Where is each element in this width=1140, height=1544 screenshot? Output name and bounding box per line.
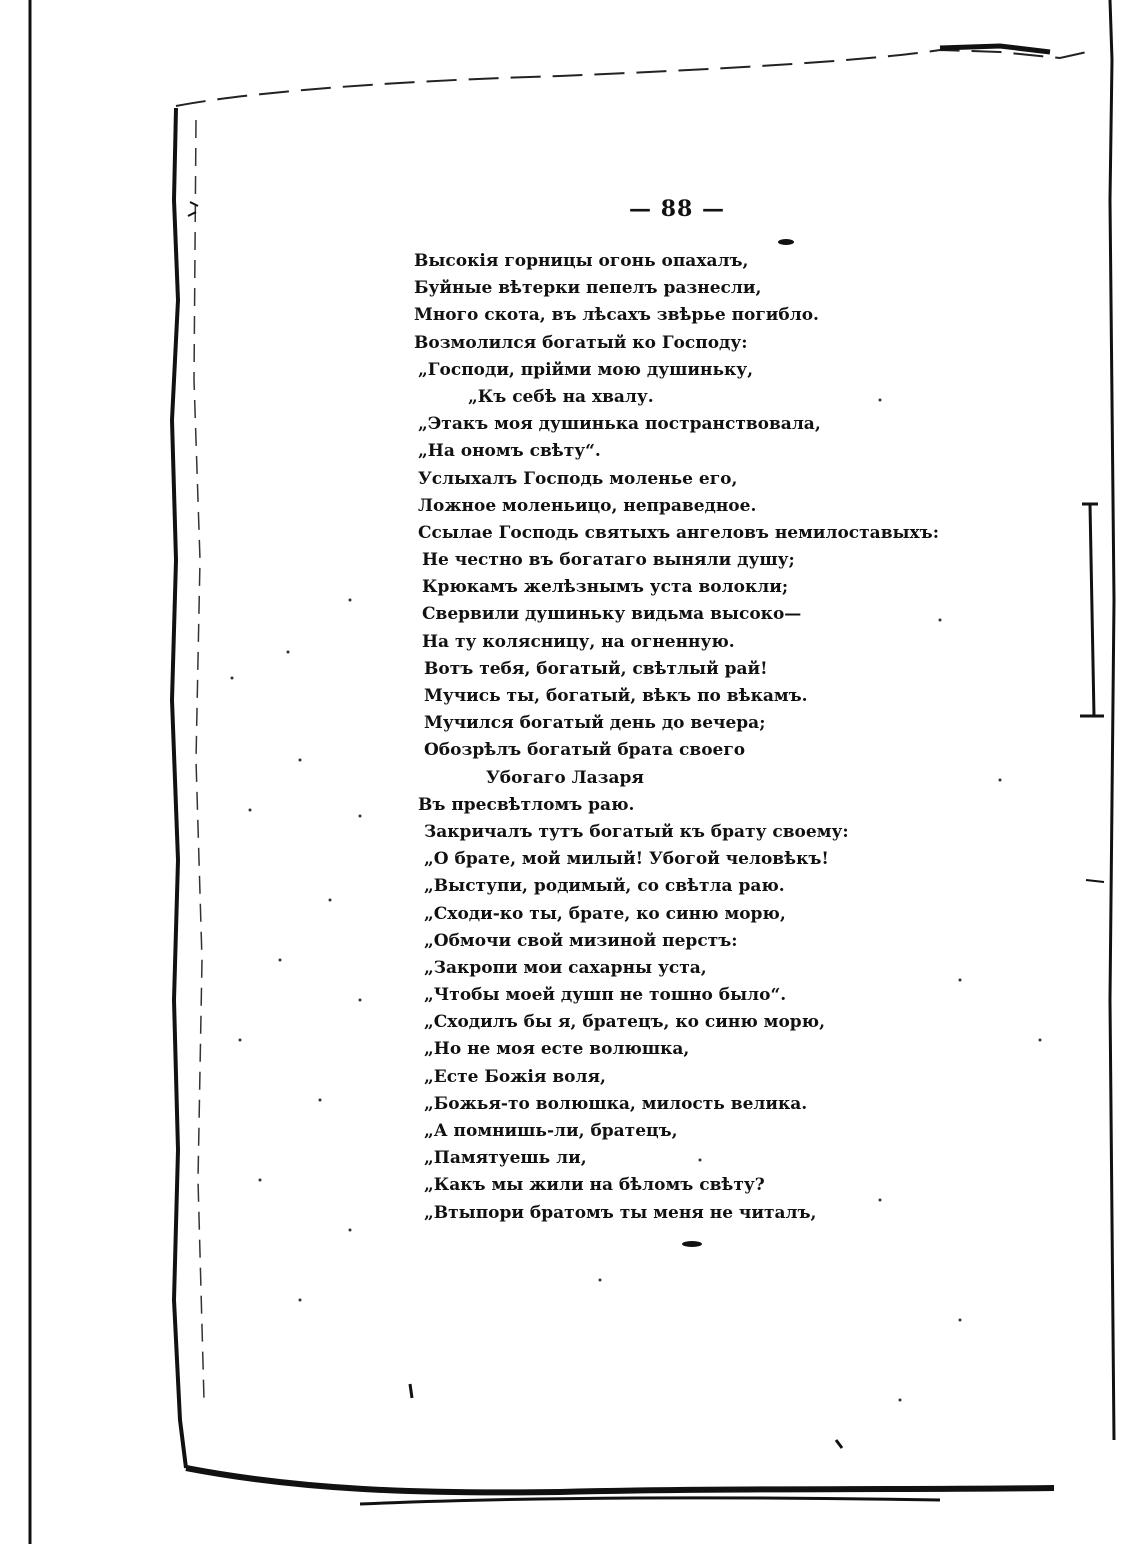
page-number: — 88 — [629, 196, 725, 222]
poem-line: „А помнишь-ли, братецъ, [424, 1121, 678, 1141]
poem-line: „Памятуешь ли, [424, 1148, 587, 1169]
poem-line: „Господи, прійми мою душиньку, [418, 359, 754, 380]
poem-line: Убогаго Лазаря [486, 767, 644, 788]
poem-line: „Этакъ моя душинька постранствовала, [418, 414, 821, 435]
poem-line: „Обмочи свой мизиной перстъ: [424, 930, 738, 951]
poem-line: „Чтобы моей душп не тошно было“. [424, 985, 787, 1006]
bottom-page-edge-thin [360, 1498, 940, 1504]
poem-line: Въ пресвѣтломъ раю. [418, 794, 635, 815]
poem-line: Вотъ тебя, богатый, свѣтлый рай! [424, 658, 768, 679]
poem-line: Мучился богатый день до вечера; [424, 713, 766, 734]
bottom-page-edge [186, 1468, 1054, 1492]
poem-line: „Закропи мои сахарны уста, [424, 957, 707, 978]
poem-line: „Втыпори братомъ ты меня не читалъ, [424, 1202, 817, 1223]
ink-mark [410, 1384, 412, 1398]
poem-line: „Выступи, родимый, со свѣтла раю. [424, 876, 785, 897]
ink-speck [778, 239, 794, 245]
poem-line: Возмолился богатый ко Господу: [414, 332, 748, 353]
poem-line: Не честно въ богатаго выняли душу; [422, 550, 795, 571]
poem-line: „На ономъ свѣту“. [418, 441, 601, 462]
poem-line: Обозрѣлъ богатый брата своего [424, 740, 746, 761]
poem-line: „Сходилъ бы я, братецъ, ко синю морю, [424, 1012, 826, 1033]
poem-line: На ту колясницу, на огненную. [422, 631, 735, 652]
ink-speck [682, 1241, 702, 1247]
poem-line: Закричалъ тутъ богатый къ брату своему: [424, 821, 849, 842]
top-page-edge [176, 50, 1096, 106]
poem-line: Крюкамъ желѣзнымъ уста волокли; [422, 577, 789, 598]
poem-line: „Есте Божія воля, [424, 1066, 606, 1087]
left-page-edge-inner [194, 120, 204, 1400]
poem-line: Свервили душиньку видьма высоко— [422, 604, 802, 625]
margin-bracket [1080, 504, 1104, 716]
poem-line: Услыхалъ Господь моленье его, [418, 468, 738, 489]
poem-line: „Какъ мы жили на бѣломъ свѣту? [424, 1175, 765, 1196]
left-page-edge [172, 108, 186, 1468]
poem-text [414, 248, 939, 1227]
poem-line: Много скота, въ лѣсахъ звѣрье погибло. [414, 305, 819, 326]
poem-line: Ложное моленьицо, неправедное. [418, 495, 757, 516]
right-scan-edge [1110, 0, 1114, 1440]
poem-line: Буйные вѣтерки пепелъ разнесли, [414, 278, 762, 299]
poem-line: „Къ себѣ на хвалу. [468, 386, 654, 407]
ink-mark [836, 1440, 842, 1448]
poem-line: Мучись ты, богатый, вѣкъ по вѣкамъ. [424, 686, 808, 706]
poem-line: „Сходи-ко ты, брате, ко синю морю, [424, 903, 786, 924]
poem-line: „Божья-то волюшка, милость велика. [424, 1093, 808, 1114]
poem-line: Ссылае Господь святыхъ ангеловъ немилоставыхъ: [418, 522, 939, 543]
poem-line: Высокія горницы огонь опахалъ, [414, 251, 749, 271]
ink-mark [1086, 880, 1104, 882]
ink-mark [188, 202, 198, 216]
poem-line: „Но не моя есте волюшка, [424, 1039, 690, 1060]
poem-line: „О брате, мой милый! Убогой человѣкъ! [424, 849, 829, 870]
